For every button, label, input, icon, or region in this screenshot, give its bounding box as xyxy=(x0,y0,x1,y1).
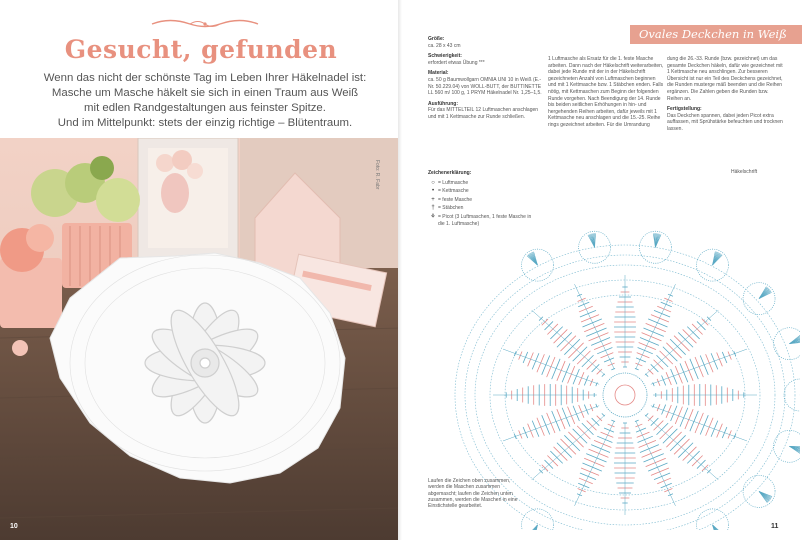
intro-text: Wenn das nicht der schönste Tag im Leben Ihrer Häkelnadel ist: Masche um Masche häkelt sie sich in einen Traum aus Weiß mit edlen Randgestaltungen aus feinster Spitze. Und im Mittelpunkt: stets der einzig richtige – Blütentraum. xyxy=(43,72,367,129)
page-title: Gesucht, gefunden xyxy=(64,35,338,64)
double-crochet-icon: † xyxy=(431,205,435,212)
column-materials: Größe: ca. 28 x 43 cm Schwierigkeit: erfordert etwas Übung *** Material: ca. 50 g Baumwollgarn OMNIA UNI 10 in Weiß (E.-Nr. 50.229.04) von WOLL-BUTT, der BUTTINETTE LL 560 m/ 100 g, 1 PRYM Häkelnadel Nr. 1,25–1,5. Ausführung: Für das MITTELTEIL 12 Luftmaschen anschlagen und mit 1 Kettmasche zur Runde schließen. xyxy=(428,36,542,120)
title-ornament xyxy=(150,17,260,31)
photo-credit: Foto: R. Fabr xyxy=(374,160,380,190)
chain-stitch-icon: ○ xyxy=(431,179,435,186)
page-number-left: 10 xyxy=(10,523,18,530)
page-number-right: 11 xyxy=(771,523,779,530)
column-instructions: 1 Luftmasche als Ersatz für die 1. feste Masche arbeiten. Dann nach der Häkelschrift weiterarbeiten, dabei jede Runde mit der in der Häkelschrift gezeichneten Anzahl von Luftmaschen beginnen und mit 1 Kettmasche bzw. 1 Stäbchen enden. Falls nötig, mit Kettmaschen zum Beginn der folgenden Runde vorgehen. Nach Beendigung der 14. Runde bis beiden seitlichen Erhöhungen in hin- und hergehenden Reihen arbeiten, dafür jeweils mit 1 Kettmasche neu anschlagen und die 15.-25. Reihe rings gezeichnet arbeiten. Für die Umrandung xyxy=(548,56,664,128)
right-page xyxy=(402,0,802,540)
picot-icon: ⚘ xyxy=(430,213,436,220)
column-finishing: dung die 26.-33. Runde (bzw. gezeichnet) um das gesamte Deckchen häkeln, dafür wie gezeichnet mit 1 Kettmasche neu anschlingen. Zur besseren Übersicht ist nur ein Teil des Deckchens gezeichnet, die Runden musterge mäß beenden und die Reihen ergänzen. Die Zahlen geben die Runden bzw. Reihen an. Fertigstellung: Das Deckchen spannen, dabei jeden Picot extra auffassen, mit Sprühstärke befeuchten und trocknen lassen. xyxy=(667,56,783,132)
doily-photo xyxy=(0,138,402,540)
single-crochet-icon: + xyxy=(431,196,435,203)
article-banner: Ovales Deckchen in Weiß xyxy=(630,25,802,44)
diagram-footnote: Laufen die Zeichen oben zusammen, werden die Maschen zusammen abgemascht; laufen die Zeichen unten zusammen, werden die Maschen in eine Einstichstelle gearbeitet. xyxy=(428,478,518,510)
legend-item: ⚘ = Picot (3 Luftmaschen, 1 feste Masche in die 1. Luftmasche) xyxy=(428,214,538,227)
slip-stitch-icon: • xyxy=(431,188,435,195)
legend-item: ○ = Luftmasche xyxy=(428,180,538,187)
diagram-label: Häkelschrift xyxy=(731,169,758,175)
legend-item: † = Stäbchen xyxy=(428,205,538,212)
symbol-legend: Zeichenerklärung: ○ = Luftmasche • = Kettmasche + = feste Masche † = Stäbchen ⚘ = Picot (3 Luftmaschen, 1 feste Masche in die 1. Luftmasche) xyxy=(428,170,538,229)
legend-item: + = feste Masche xyxy=(428,197,538,204)
legend-item: • = Kettmasche xyxy=(428,188,538,195)
